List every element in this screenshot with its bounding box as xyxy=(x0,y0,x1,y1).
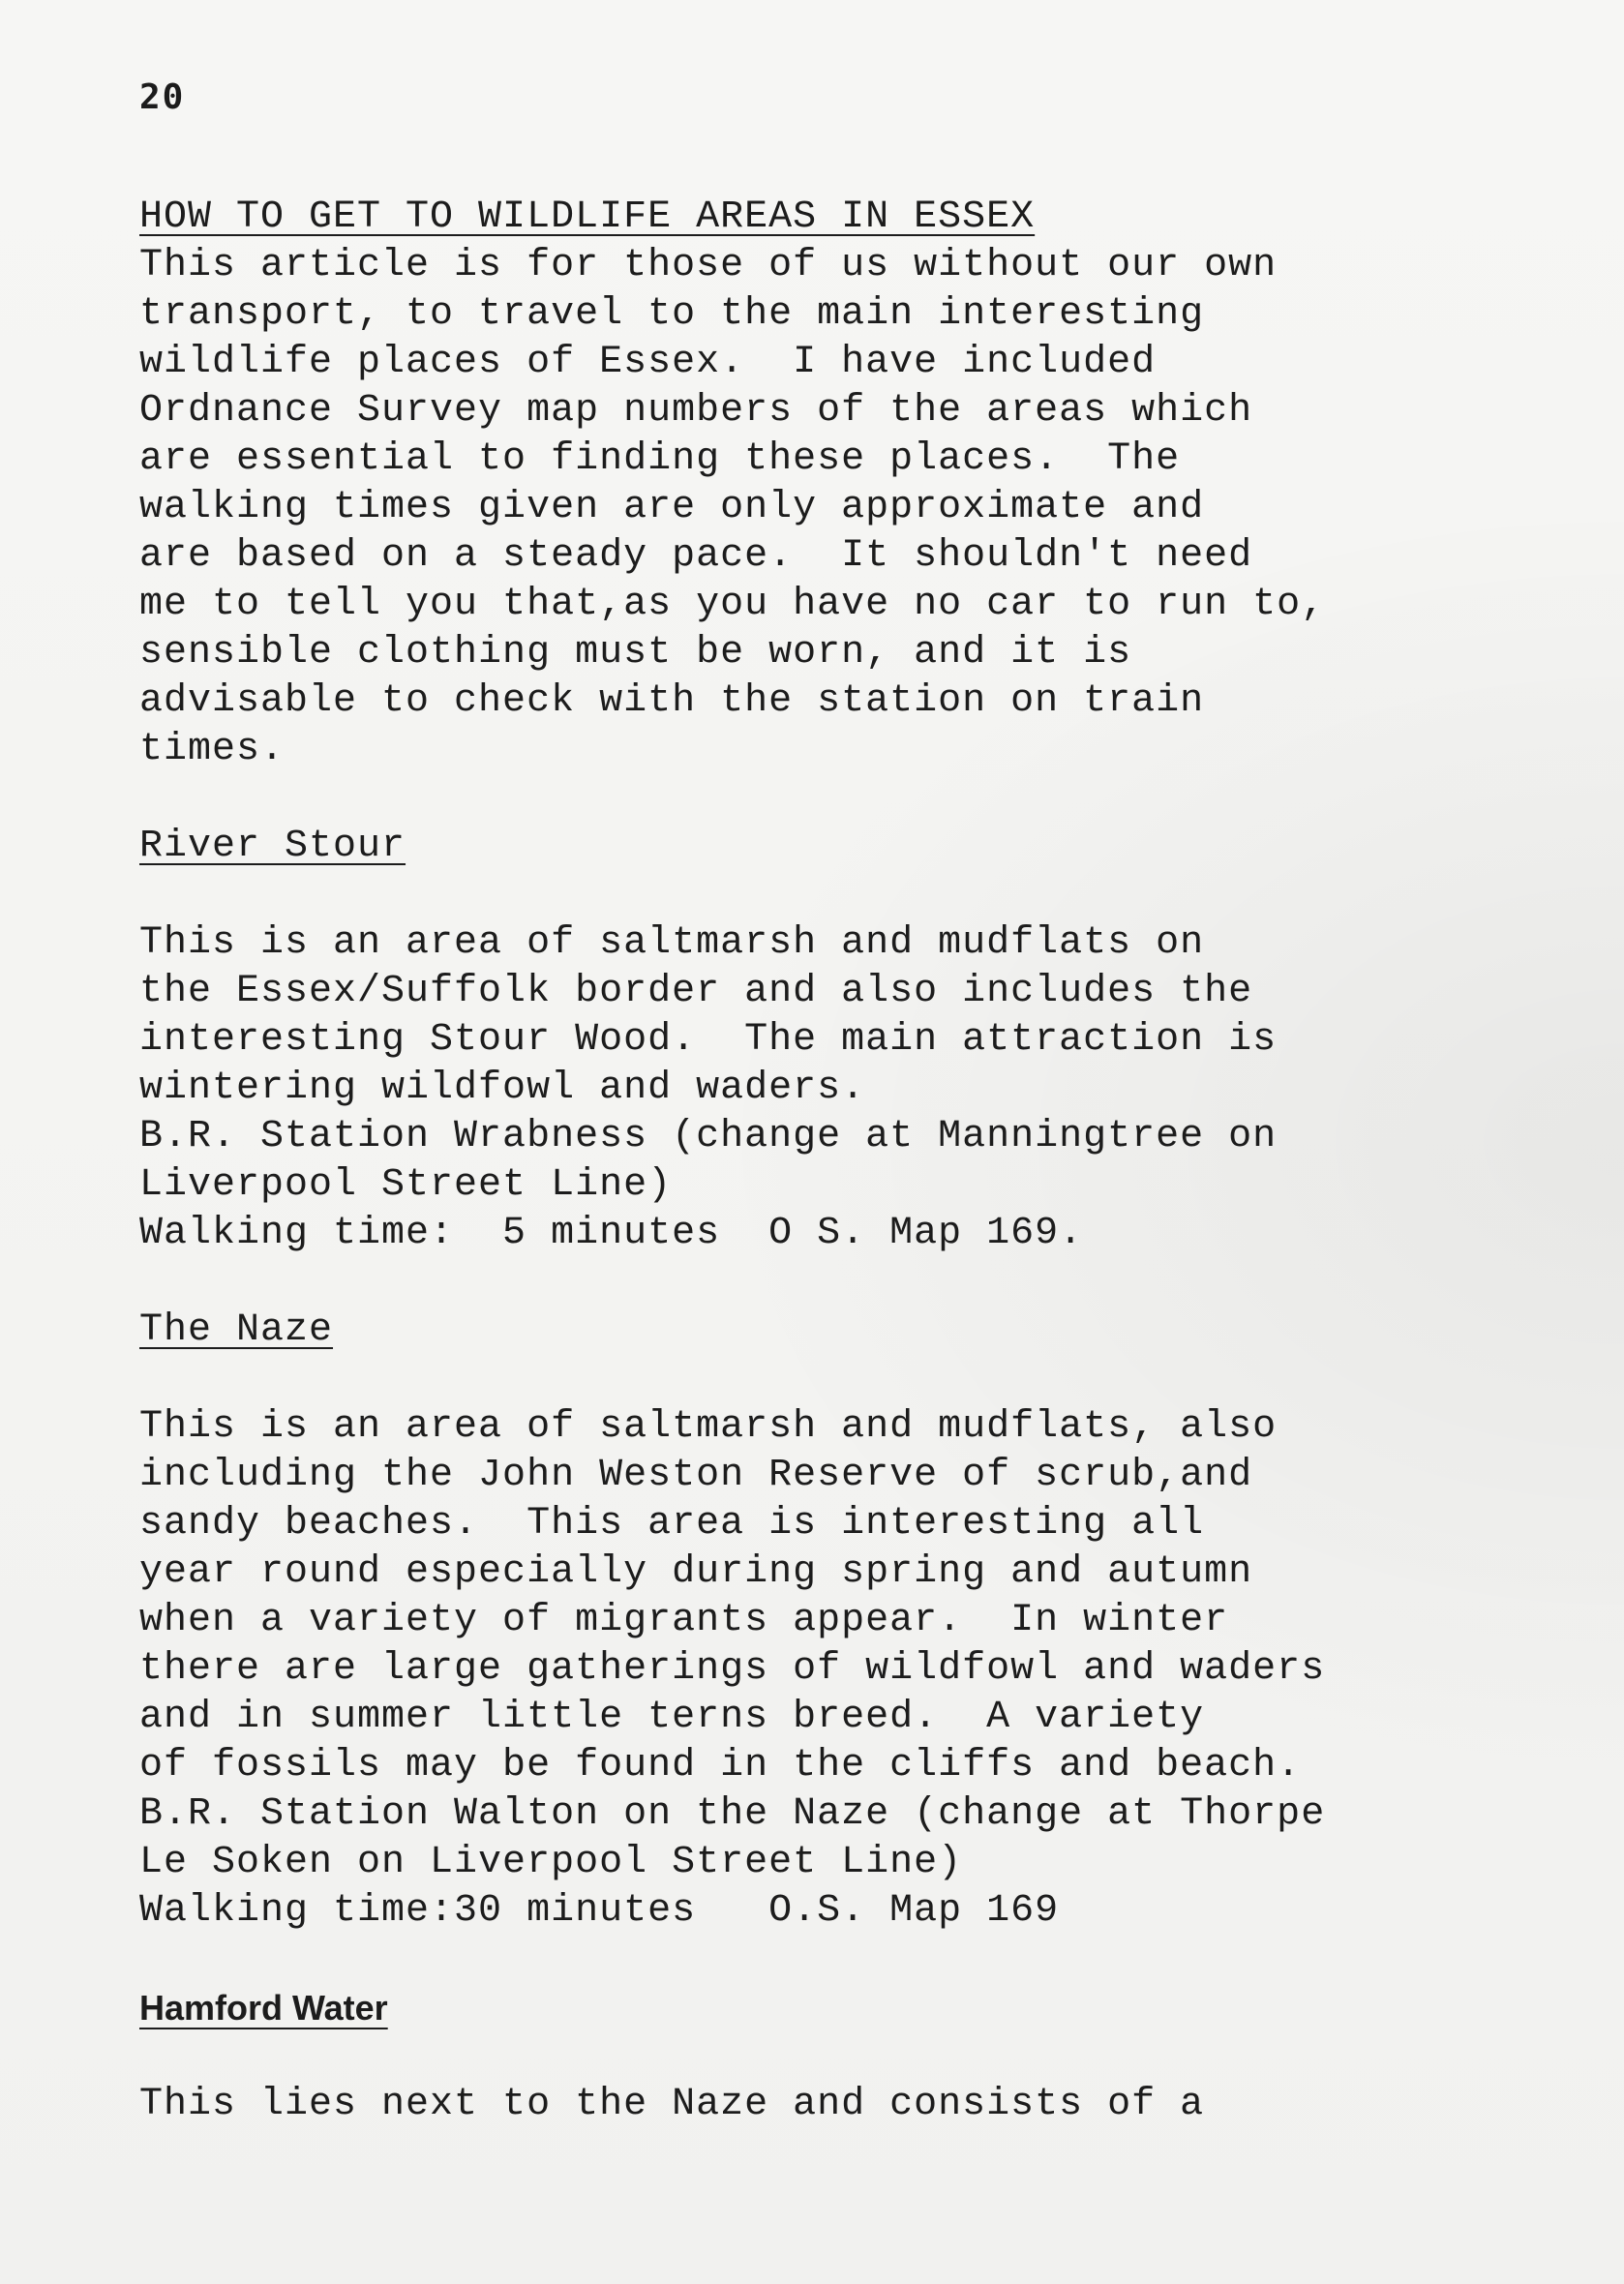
text-line: of fossils may be found in the cliffs and beach. xyxy=(139,1744,1302,1788)
text-line: and in summer little terns breed. A variety xyxy=(139,1696,1205,1739)
text-line: me to tell you that,as you have no car to run to, xyxy=(139,583,1326,626)
section-heading-hamford-water: Hamford Water xyxy=(139,1988,388,2028)
text-line: times. xyxy=(139,728,286,771)
text-line: sensible clothing must be worn, and it is xyxy=(139,631,1132,675)
station-line: Liverpool Street Line) xyxy=(139,1163,673,1207)
text-line: are essential to finding these places. The xyxy=(139,437,1181,481)
text-line: year round especially during spring and autumn xyxy=(139,1550,1253,1594)
text-line: sandy beaches. This area is interesting all xyxy=(139,1502,1205,1546)
river-stour-paragraph xyxy=(139,919,1591,1258)
text-line: This is an area of saltmarsh and mudflats, also xyxy=(139,1405,1278,1449)
text-line: transport, to travel to the main interesting xyxy=(139,292,1205,336)
text-line: including the John Weston Reserve of scrub,and xyxy=(139,1454,1253,1497)
station-line: Le Soken on Liverpool Street Line) xyxy=(139,1841,963,1884)
text-line: This article is for those of us without our own xyxy=(139,244,1278,287)
text-line: the Essex/Suffolk border and also includes the xyxy=(139,970,1253,1013)
hamford-water-paragraph xyxy=(139,2081,1591,2129)
text-line: walking times given are only approximate and xyxy=(139,486,1205,529)
walking-time-line: Walking time:30 minutes O.S. Map 169 xyxy=(139,1889,1060,1933)
article-body xyxy=(139,194,1591,2129)
text-line: advisable to check with the station on train xyxy=(139,679,1205,723)
text-line: This is an area of saltmarsh and mudflats on xyxy=(139,921,1205,965)
text-line: This lies next to the Naze and consists of a xyxy=(139,2083,1205,2126)
text-line: are based on a steady pace. It shouldn't need xyxy=(139,534,1253,578)
text-line: there are large gatherings of wildfowl and waders xyxy=(139,1647,1326,1691)
text-line: Ordnance Survey map numbers of the areas which xyxy=(139,389,1253,433)
walking-time-line: Walking time: 5 minutes O S. Map 169. xyxy=(139,1212,1084,1255)
the-naze-paragraph xyxy=(139,1403,1591,1936)
station-line: B.R. Station Walton on the Naze (change at Thorpe xyxy=(139,1792,1326,1836)
text-line: interesting Stour Wood. The main attraction is xyxy=(139,1018,1278,1062)
text-line: wintering wildfowl and waders. xyxy=(139,1067,866,1110)
station-line: B.R. Station Wrabness (change at Manningtree on xyxy=(139,1115,1278,1158)
page-number: 20 xyxy=(139,77,186,117)
text-line: when a variety of migrants appear. In winter xyxy=(139,1599,1229,1642)
text-line: wildlife places of Essex. I have included xyxy=(139,341,1157,384)
article-title: HOW TO GET TO WILDLIFE AREAS IN ESSEX xyxy=(139,195,1036,239)
section-heading-the-naze: The Naze xyxy=(139,1308,334,1352)
section-heading-river-stour: River Stour xyxy=(139,825,406,868)
intro-paragraph xyxy=(139,242,1591,774)
